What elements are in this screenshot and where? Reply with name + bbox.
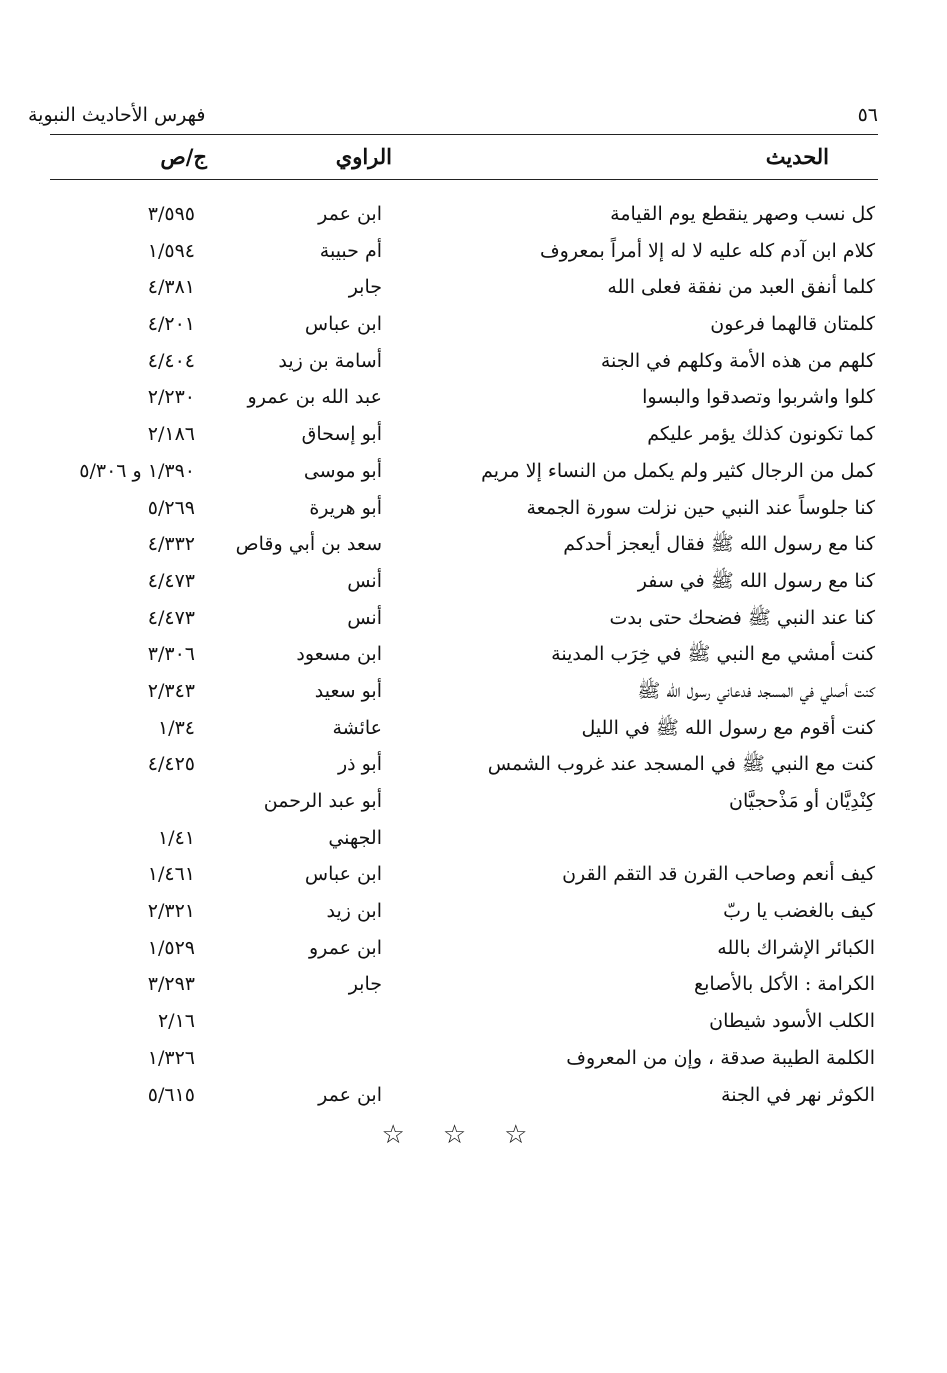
hadith-text: كلهم من هذه الأمة وكلهم في الجنة — [600, 349, 875, 372]
volume-page-ref: ٢/١٨٦ — [147, 423, 195, 446]
narrator: أبو موسى — [303, 459, 382, 482]
index-entry — [0, 563, 947, 600]
volume-page-ref: ٢/٣٤٣ — [147, 679, 195, 702]
hadith-text: كلمتان قالهما فرعون — [710, 313, 875, 336]
end-of-section-stars: ☆☆☆ — [381, 1120, 566, 1150]
index-entry — [0, 636, 947, 673]
column-header-ref: ج/ص — [160, 144, 207, 169]
hadith-text: كيف بالغضب يا ربّ — [723, 900, 875, 923]
volume-page-ref: ٤/٣٨١ — [147, 276, 195, 299]
index-entry — [0, 1003, 947, 1040]
volume-page-ref: ٤/٢٠١ — [147, 313, 195, 336]
narrator: سعد بن أبي وقاص — [235, 533, 382, 556]
volume-page-ref: ٤/٤٢٥ — [147, 753, 195, 776]
index-entry — [0, 196, 947, 233]
hadith-text: كنت مع النبي ﷺ في المسجد عند غروب الشمس — [487, 753, 875, 776]
index-entry — [0, 856, 947, 893]
narrator: أسامة بن زيد — [278, 349, 382, 372]
index-entry — [0, 966, 947, 1003]
narrator: ابن عمرو — [308, 936, 382, 959]
hadith-text: كيف أنعم وصاحب القرن قد التقم القرن — [562, 863, 875, 886]
narrator: أبو سعيد — [314, 679, 382, 702]
volume-page-ref: ٥/٢٦٩ — [147, 496, 195, 519]
hadith-text: كنت أمشي مع النبي ﷺ في خِرَب المدينة — [551, 643, 875, 666]
index-entry — [0, 600, 947, 637]
column-header-rawi: الراوي — [335, 144, 392, 169]
hadith-text: الكرامة : الأكل بالأصابع — [694, 973, 875, 996]
narrator: ابن عباس — [304, 863, 382, 886]
volume-page-ref: ١/٣٢٦ — [147, 1046, 195, 1069]
index-entry — [0, 233, 947, 270]
narrator: أنس — [347, 569, 382, 592]
narrator: أنس — [347, 606, 382, 629]
narrator: أبو إسحاق — [301, 423, 382, 446]
volume-page-ref: ١/٥٢٩ — [147, 936, 195, 959]
running-head — [28, 104, 878, 134]
volume-page-ref: ٢/٢٣٠ — [147, 386, 195, 409]
narrator: ابن عمر — [318, 1083, 382, 1106]
hadith-text: كنا عند النبي ﷺ فضحك حتى بدت — [609, 606, 875, 629]
index-entry — [0, 269, 947, 306]
index-entry — [0, 930, 947, 967]
column-header-hadith: الحديث — [765, 144, 829, 169]
index-entry — [0, 306, 947, 343]
hadith-text: كما تكونون كذلك يؤمر عليكم — [647, 423, 875, 446]
hadith-text: الكبائر الإشراك بالله — [717, 936, 875, 959]
index-entry — [0, 673, 947, 710]
index-entry — [0, 746, 947, 783]
index-entry — [0, 379, 947, 416]
top-rule — [50, 134, 878, 135]
volume-page-ref: ٥/٦١٥ — [147, 1083, 195, 1106]
narrator: أم حبيبة — [319, 239, 382, 262]
hadith-text: كلام ابن آدم كله عليه لا له إلا أمراً بمعروف — [539, 239, 875, 262]
index-entry — [0, 710, 947, 747]
hadith-text: كنا جلوساً عند النبي حين نزلت سورة الجمعة — [526, 496, 875, 519]
running-title: فهرس الأحاديث النبوية — [28, 104, 206, 126]
header-rule — [50, 179, 878, 180]
narrator: ابن عباس — [304, 313, 382, 336]
narrator: أبو ذر — [337, 753, 382, 776]
hadith-text: كلوا واشربوا وتصدقوا والبسوا — [642, 386, 875, 409]
index-entry — [0, 783, 947, 820]
narrator: عائشة — [332, 716, 382, 739]
hadith-text: الكلمة الطيبة صدقة ، وإن من المعروف — [566, 1046, 875, 1069]
volume-page-ref: ٤/٣٣٢ — [147, 533, 195, 556]
index-entry — [0, 343, 947, 380]
index-entry — [0, 1040, 947, 1077]
hadith-text: الكلب الأسود شيطان — [709, 1010, 875, 1033]
volume-page-ref: ٣/٥٩٥ — [147, 203, 195, 225]
page-number: ٥٦ — [857, 104, 878, 126]
volume-page-ref: ١/٥٩٤ — [147, 239, 195, 262]
narrator: ابن زيد — [326, 900, 382, 923]
narrator: الجهني — [328, 826, 382, 849]
index-entry — [0, 1077, 947, 1114]
hadith-text: كنت أقوم مع رسول الله ﷺ في الليل — [581, 716, 875, 739]
narrator: عبد الله بن عمرو — [247, 386, 382, 409]
narrator: ابن مسعود — [296, 643, 382, 666]
index-entry — [0, 416, 947, 453]
hadith-text: كنا مع رسول الله ﷺ فقال أيعجز أحدكم — [563, 533, 875, 556]
volume-page-ref: ١/٣٩٠ و ٥/٣٠٦ — [79, 459, 195, 482]
hadith-text: كنت أصلي في المسجد فدعاني رسول الله ﷺ — [637, 679, 875, 702]
volume-page-ref: ٢/٣٢١ — [147, 900, 195, 923]
hadith-text: كل نسب وصهر ينقطع يوم القيامة — [610, 203, 875, 225]
hadith-text: الكوثر نهر في الجنة — [721, 1083, 875, 1106]
index-entry — [0, 526, 947, 563]
index-entry — [0, 820, 947, 857]
volume-page-ref: ٢/١٦ — [157, 1010, 195, 1033]
hadith-text: كلما أنفق العبد من نفقة فعلى الله — [607, 276, 875, 299]
volume-page-ref: ١/٣٤ — [157, 716, 195, 739]
narrator: ابن عمر — [318, 203, 382, 225]
volume-page-ref: ١/٤١ — [157, 826, 195, 849]
narrator: أبو هريرة — [309, 496, 382, 519]
volume-page-ref: ٣/٣٠٦ — [147, 643, 195, 666]
hadith-text: كمل من الرجال كثير ولم يكمل من النساء إلا مريم — [481, 459, 875, 482]
volume-page-ref: ١/٤٦١ — [147, 863, 195, 886]
volume-page-ref: ٤/٤٧٣ — [147, 606, 195, 629]
narrator: جابر — [348, 973, 382, 996]
hadith-text: كنا مع رسول الله ﷺ في سفر — [637, 569, 875, 592]
index-entry — [0, 490, 947, 527]
hadith-text: كِنْدِيَّان أو مَذْحجيَّان — [729, 790, 875, 812]
narrator: أبو عبد الرحمن — [263, 790, 382, 812]
index-entry — [0, 893, 947, 930]
narrator: جابر — [348, 276, 382, 299]
volume-page-ref: ٤/٤٠٤ — [147, 349, 195, 372]
hadith-index-list — [0, 196, 947, 1113]
index-entry — [0, 453, 947, 490]
volume-page-ref: ٤/٤٧٣ — [147, 569, 195, 592]
volume-page-ref: ٣/٢٩٣ — [147, 973, 195, 996]
